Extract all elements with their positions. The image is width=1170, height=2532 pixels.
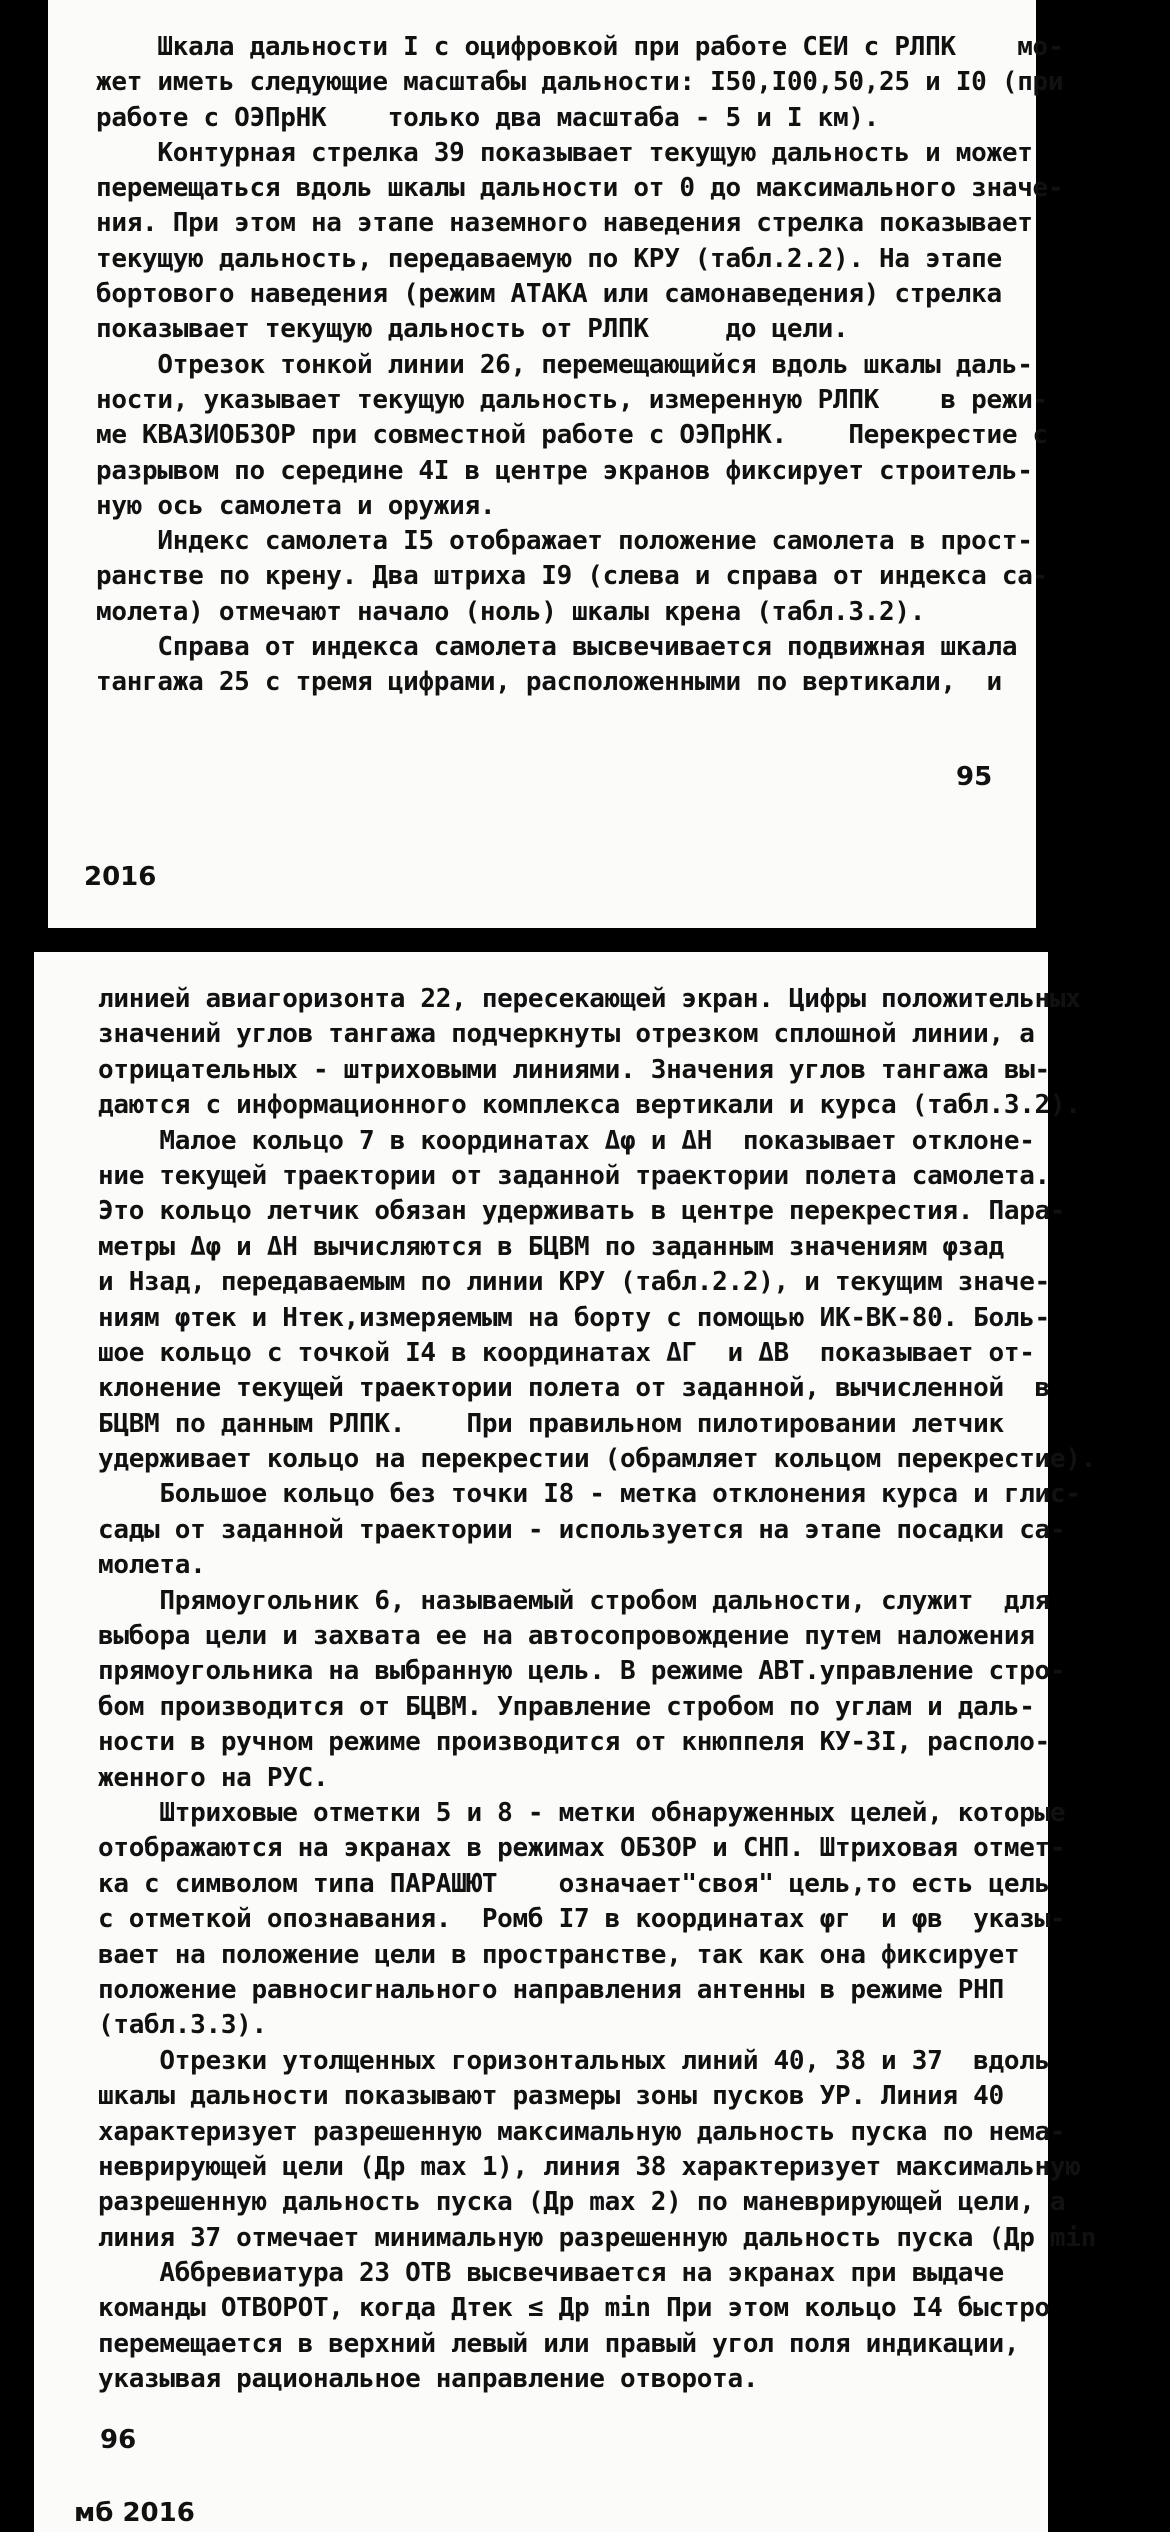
text-line: жет иметь следующие масштабы дальности: I50,I00,50,25 и I0 (при (96, 67, 1064, 98)
text-line: значений углов тангажа подчеркнуты отрезком сплошной линии, а (98, 1019, 1035, 1050)
text-line: ние текущей траектории от заданной траектории полета самолета. (98, 1160, 1050, 1191)
text-line: Большое кольцо без точки I8 - метка отклонения курса и глис- (98, 1479, 1081, 1510)
text-line: вает на положение цели в пространстве, так как она фиксирует (98, 1939, 1020, 1970)
text-line: с отметкой опознавания. Ромб I7 в координатах φг и φв указы- (98, 1904, 1066, 1935)
text-line: сады от заданной траектории - используется на этапе посадки са- (98, 1514, 1066, 1545)
document-page-95 (48, 0, 1064, 928)
text-line: ме КВАЗИОБЗОР при совместной работе с ОЭПрНК. Перекрестие с (96, 420, 1048, 451)
text-line: ниям φтек и Hтек,измеряемым на борту с помощью ИК-ВК-80. Боль- (98, 1302, 1050, 1333)
text-line: линия 37 отмечает минимальную разрешенную дальность пуска (Дp min (98, 2222, 1096, 2253)
text-line: линией авиагоризонта 22, пересекающей экран. Цифры положительных (98, 984, 1081, 1014)
text-line: перемещается в верхний левый или правый угол поля индикации, (98, 2328, 1020, 2359)
text-line: ную ось самолета и оружия. (96, 490, 496, 521)
text-line: БЦВМ по данным РЛПК. При правильном пилотировании летчик (98, 1408, 1004, 1439)
text-line: женного на РУС. (98, 1762, 329, 1793)
text-line: клонение текущей траектории полета от заданной, вычисленной в (98, 1373, 1050, 1404)
text-line: шое кольцо с точкой I4 в координатах ΔГ и ΔВ показывает от- (98, 1337, 1035, 1368)
text-line: текущую дальность, передаваемую по КРУ (табл.2.2). На этапе (96, 243, 1002, 274)
text-line: Штриховые отметки 5 и 8 - метки обнаруженных целей, которые (98, 1797, 1066, 1828)
text-line: ранстве по крену. Два штриха I9 (слева и справа от индекса са- (96, 561, 1048, 592)
text-line: бортового наведения (режим АТАКА или самонаведения) стрелка (96, 279, 1002, 310)
text-line: выбора цели и захвата ее на автосопровождение путем наложения (98, 1621, 1035, 1652)
text-line: Контурная стрелка 39 показывает текущую дальность и может (96, 137, 1033, 168)
text-line: (табл.3.3). (98, 2010, 267, 2041)
text-line: работе с ОЭПрНК только два масштаба - 5 и I км). (96, 102, 880, 133)
text-line: даются с информационного комплекса вертикали и курса (табл.3.2). (98, 1090, 1081, 1121)
text-line: Это кольцо летчик обязан удерживать в центре перекрестия. Пара- (98, 1196, 1066, 1227)
text-line: Аббревиатура 23 ОТВ высвечивается на экранах при выдаче (98, 2258, 1004, 2289)
text-line: ния. При этом на этапе наземного наведения стрелка показывает (96, 208, 1033, 239)
page-number: 96 (100, 2425, 137, 2455)
text-line: Малое кольцо 7 в координатах Δφ и ΔH показывает отклоне- (98, 1125, 1035, 1156)
text-line: прямоугольника на выбранную цель. В режиме АВТ.управление стро- (98, 1656, 1066, 1687)
page-95-text (96, 30, 1063, 701)
page-number: 95 (956, 762, 993, 792)
text-line: Отрезок тонкой линии 26, перемещающийся вдоль шкалы даль- (96, 349, 1033, 380)
text-line: молета. (98, 1550, 206, 1581)
page-mark: мб 2016 (74, 2498, 195, 2528)
text-line: показывает текущую дальность от РЛПК до цели. (96, 314, 849, 345)
text-line: Прямоугольник 6, называемый стробом дальности, служит для (98, 1585, 1050, 1616)
text-line: Шкала дальности I с оцифровкой при работе СЕИ с РЛПК мо- (96, 32, 1064, 62)
text-line: положение равносигнального направления антенны в режиме РНП (98, 1974, 1004, 2005)
text-line: перемещаться вдоль шкалы дальности от 0 до максимального значе- (96, 173, 1064, 204)
text-line: указывая рациональное направление отворота. (98, 2364, 759, 2395)
page-mark: 2016 (84, 862, 157, 892)
text-line: бом производится от БЦВМ. Управление стробом по углам и даль- (98, 1691, 1035, 1722)
text-line: Отрезки утолщенных горизонтальных линий 40, 38 и 37 вдоль (98, 2045, 1050, 2076)
text-line: тангажа 25 с тремя цифрами, расположенными по вертикали, и (96, 667, 1002, 698)
text-line: Справа от индекса самолета высвечивается подвижная шкала (96, 632, 1018, 663)
page-96-text (98, 982, 1096, 2398)
text-line: метры Δφ и ΔH вычисляются в БЦВМ по заданным значениям φзад (98, 1231, 1004, 1262)
text-line: разрывом по середине 4I в центре экранов фиксирует строитель- (96, 455, 1033, 486)
text-line: ка с символом типа ПАРАШЮТ означает"своя" цель,то есть цель (98, 1868, 1050, 1899)
text-line: неврирующей цели (Дp max 1), линия 38 характеризует максимальную (98, 2151, 1081, 2182)
text-line: удерживает кольцо на перекрестии (обрамляет кольцом перекрестие). (98, 1444, 1096, 1475)
document-page-96 (34, 952, 1096, 2532)
text-line: отображаются на экранах в режимах ОБЗОР и СНП. Штриховая отмет- (98, 1833, 1066, 1864)
text-line: характеризует разрешенную максимальную дальность пуска по нема- (98, 2116, 1066, 2147)
text-line: ности в ручном режиме производится от кнюппеля КУ-3I, располо- (98, 1727, 1050, 1758)
text-line: Индекс самолета I5 отображает положение самолета в прост- (96, 526, 1033, 557)
text-line: отрицательных - штриховыми линиями. Значения углов тангажа вы- (98, 1054, 1050, 1085)
text-line: и Hзад, передаваемым по линии КРУ (табл.2.2), и текущим значе- (98, 1267, 1050, 1298)
text-line: разрешенную дальность пуска (Дp max 2) по маневрирующей цели, а (98, 2187, 1066, 2218)
text-line: команды ОТВОРОТ, когда Дтек ≤ Дp min При этом кольцо I4 быстро (98, 2293, 1050, 2324)
text-line: шкалы дальности показывают размеры зоны пусков УР. Линия 40 (98, 2081, 1004, 2112)
text-line: молета) отмечают начало (ноль) шкалы крена (табл.3.2). (96, 596, 926, 627)
text-line: ности, указывает текущую дальность, измеренную РЛПК в режи- (96, 384, 1048, 415)
